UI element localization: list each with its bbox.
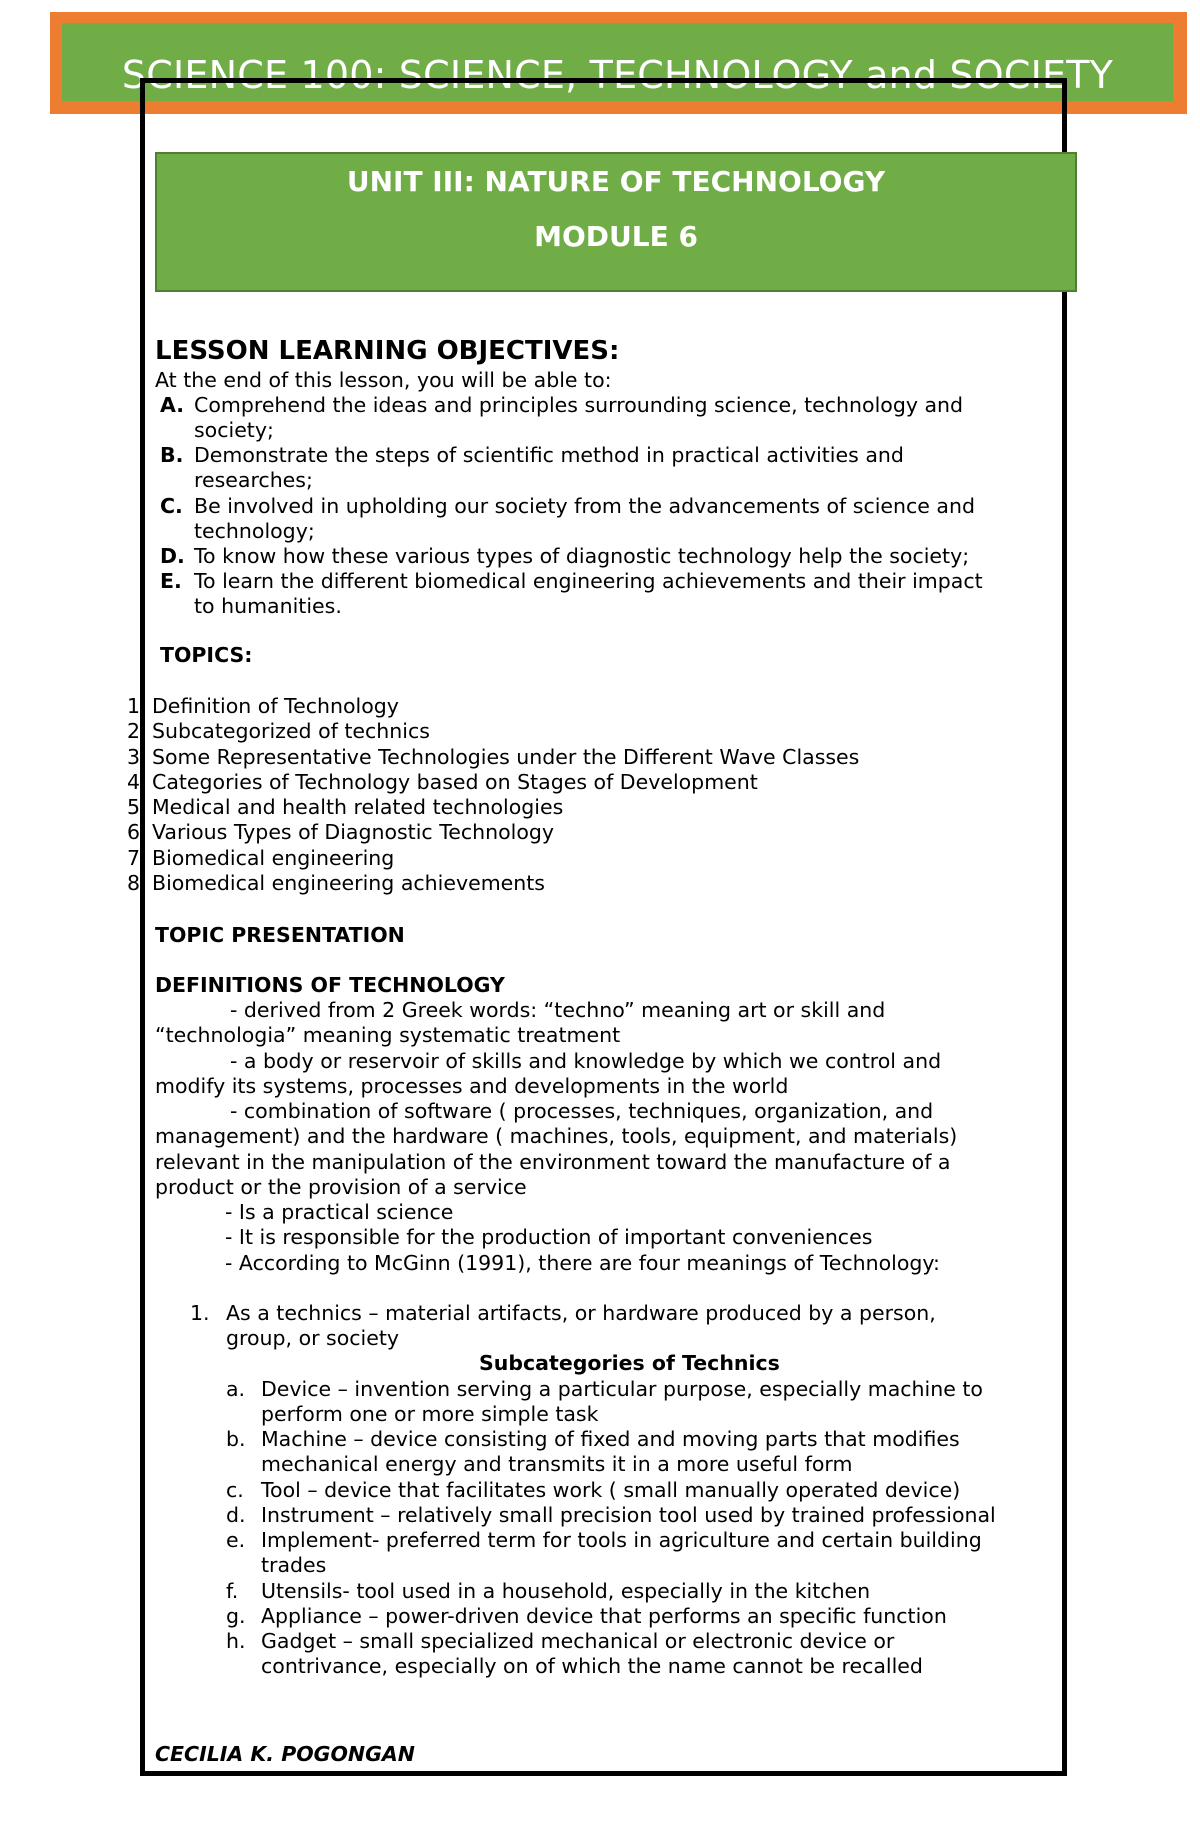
topic-number: 7 xyxy=(126,846,140,870)
topic-number: 2 xyxy=(126,719,140,743)
subcategory-letter: c. xyxy=(226,1478,244,1502)
subcategory-text: Gadget – small specialized mechanical or electronic device or xyxy=(261,1629,895,1653)
topic-item: Biomedical engineering xyxy=(152,846,395,870)
subcategory-text: Machine – device consisting of fixed and moving parts that modifies xyxy=(261,1427,960,1451)
subcategory-text: Implement- preferred term for tools in agriculture and certain building xyxy=(261,1528,982,1552)
topic-item: Categories of Technology based on Stages of Development xyxy=(152,770,758,794)
subcategory-text: Appliance – power-driven device that performs an specific function xyxy=(261,1604,947,1628)
objective-text-cont: to humanities. xyxy=(194,594,342,618)
definition-line: relevant in the manipulation of the environment toward the manufacture of a xyxy=(155,1150,951,1174)
unit-module-box xyxy=(155,152,1077,292)
topic-item: Biomedical engineering achievements xyxy=(152,871,545,895)
topic-item: Subcategorized of technics xyxy=(152,719,430,743)
unit-title: UNIT III: NATURE OF TECHNOLOGY xyxy=(346,165,886,198)
definition-line: product or the provision of a service xyxy=(155,1175,527,1199)
subcategory-text: Instrument – relatively small precision tool used by trained professional xyxy=(261,1503,996,1527)
objective-letter: C. xyxy=(160,494,183,518)
topic-number: 6 xyxy=(126,820,140,844)
definition-line: - It is responsible for the production of important conveniences xyxy=(225,1225,873,1249)
definition-line: “technologia” meaning systematic treatment xyxy=(155,1023,621,1047)
definitions-heading: DEFINITIONS OF TECHNOLOGY xyxy=(155,973,505,997)
objective-letter: D. xyxy=(160,544,185,568)
definition-line: modify its systems, processes and developments in the world xyxy=(155,1074,789,1098)
objective-text: Be involved in upholding our society from the advancements of science and xyxy=(194,494,975,518)
course-title: SCIENCE 100: SCIENCE, TECHNOLOGY and SOCIETY xyxy=(121,53,1114,97)
topic-number: 4 xyxy=(126,770,140,794)
objective-letter: A. xyxy=(160,393,185,417)
definition-line: management) and the hardware ( machines, tools, equipment, and materials) xyxy=(155,1124,958,1148)
topic-number: 8 xyxy=(126,871,140,895)
definition-line: - According to McGinn (1991), there are four meanings of Technology: xyxy=(225,1251,940,1275)
topic-presentation-heading: TOPIC PRESENTATION xyxy=(155,923,405,947)
subcategory-text-cont: trades xyxy=(261,1553,327,1577)
module-title: MODULE 6 xyxy=(534,220,698,253)
subcategory-letter: b. xyxy=(226,1427,246,1451)
subcategory-letter: g. xyxy=(226,1604,246,1628)
topic-item: Various Types of Diagnostic Technology xyxy=(152,820,555,844)
definition-line: - a body or reservoir of skills and knowledge by which we control and xyxy=(230,1049,942,1073)
subcategory-letter: f. xyxy=(226,1579,239,1603)
objective-text: Demonstrate the steps of scientific method in practical activities and xyxy=(194,443,904,467)
objective-text-cont: society; xyxy=(194,418,274,442)
topic-number: 5 xyxy=(126,795,140,819)
topic-number: 1 xyxy=(126,694,140,718)
objective-text: To know how these various types of diagnostic technology help the society; xyxy=(194,544,970,568)
topic-item: Some Representative Technologies under the Different Wave Classes xyxy=(152,745,860,769)
subcategory-text: Tool – device that facilitates work ( small manually operated device) xyxy=(261,1478,961,1502)
author-name: CECILIA K. POGONGAN xyxy=(155,1742,415,1766)
definition-line: - Is a practical science xyxy=(225,1200,454,1224)
subcategory-letter: a. xyxy=(226,1377,246,1401)
subcategory-letter: e. xyxy=(226,1528,246,1552)
subcategory-text-cont: perform one or more simple task xyxy=(261,1402,599,1426)
subcategories-heading: Subcategories of Technics xyxy=(479,1351,780,1375)
subcategory-text-cont: mechanical energy and transmits it in a more useful form xyxy=(261,1452,853,1476)
topic-item: Definition of Technology xyxy=(152,694,399,718)
objective-letter: B. xyxy=(160,443,184,467)
topic-item: Medical and health related technologies xyxy=(152,795,564,819)
meaning-text-cont: group, or society xyxy=(226,1326,400,1350)
objective-text-cont: technology; xyxy=(194,519,315,543)
definition-line: - combination of software ( processes, techniques, organization, and xyxy=(230,1099,934,1123)
topic-number: 3 xyxy=(126,745,140,769)
subcategory-text: Device – invention serving a particular purpose, especially machine to xyxy=(261,1377,983,1401)
subcategory-text: Utensils- tool used in a household, especially in the kitchen xyxy=(261,1579,871,1603)
definition-line: - derived from 2 Greek words: “techno” meaning art or skill and xyxy=(230,998,886,1022)
meaning-number: 1. xyxy=(190,1301,210,1325)
subcategory-letter: d. xyxy=(226,1503,246,1527)
objectives-heading: LESSON LEARNING OBJECTIVES: xyxy=(155,336,620,366)
objectives-intro: At the end of this lesson, you will be able to: xyxy=(155,368,612,392)
objective-text: To learn the different biomedical engineering achievements and their impact xyxy=(194,569,983,593)
objective-letter: E. xyxy=(160,569,182,593)
subcategory-text-cont: contrivance, especially on of which the name cannot be recalled xyxy=(261,1654,923,1678)
meaning-text: As a technics – material artifacts, or hardware produced by a person, xyxy=(226,1301,936,1325)
subcategory-letter: h. xyxy=(226,1629,246,1653)
objective-text-cont: researches; xyxy=(194,468,313,492)
objective-text: Comprehend the ideas and principles surrounding science, technology and xyxy=(194,393,964,417)
topics-heading: TOPICS: xyxy=(160,643,253,667)
